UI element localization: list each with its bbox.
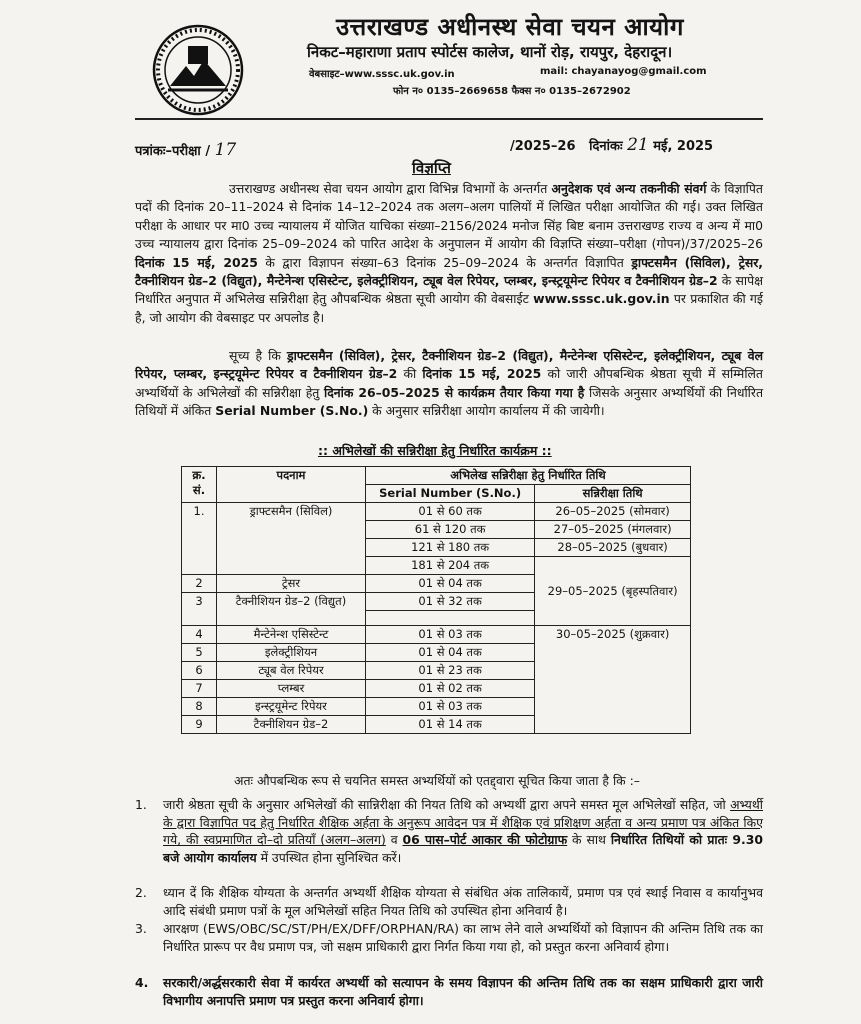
schedule-heading: :: अभिलेखों की सन्निरीक्षा हेतु निर्धारित कार्यक्रम :: [318, 443, 552, 458]
row-sno: 4 [182, 626, 217, 644]
row-sno: 9 [182, 716, 217, 734]
letter-reference [135, 140, 236, 160]
list-number: 2. [135, 885, 147, 900]
list-text: ध्यान दें कि शैक्षिक योग्यता के अन्तर्गत अभ्यर्थी शैक्षिक योग्यता से संबंधित अंक तालिकायें, प्रमाण पत्र एवं स्थाई निवास व कार्यानुभव आदि संबंधी प्रमाण पत्रों के मूल अभिलेखों सहित नियत तिथि को उपस्थित होना अनिवार्य है। [163, 885, 763, 918]
row-post: ड्राफ्टसमैन (सिविल) [217, 503, 366, 575]
row-post: इलेक्ट्रीशियन [217, 644, 366, 662]
paragraph-1: उत्तराखण्ड अधीनस्थ सेवा चयन आयोग द्वारा विभिन्न विभागों के अन्तर्गत अनुदेशक एवं अन्य तकनीकी संवर्ग के विज्ञापित पदों की दिनांक 20–11–2024 से दिनांक 14–12–2024 तक अलग–अलग पालियों में लिखित परीक्षा आयोजित की गई। उक्त लिखित परीक्षा के आधार पर मा0 उच्च न्यायालय में योजित याचिका संख्या–2156/2024 मनोज सिंह बिष्ट बनाम उत्तराखण्ड राज्य व अन्य में मा0 उच्च न्यायालय द्वारा दिनांक 25–09–2024 को पारित आदेश के अनुपालन में आयोग की विज्ञप्ति संख्या–परीक्षा (गोपन)/37/2025–26 दिनांक 15 मई, 2025 के द्वारा विज्ञापन संख्या–63 दिनांक 25–09–2024 के अन्तर्गत विज्ञापित ड्राफ्टसमैन (सिविल), ट्रेसर, टैक्नीशियन ग्रेड–2 (विद्युत), मैन्टेनेन्श एसिस्टेन्ट, इलेक्ट्रीशियन, ट्यूब वेल रिपेयर, प्लम्बर, इन्स्ट्रयूमेन्ट रिपेयर व टैक्नीशियन ग्रेड–2 के सापेक्ष निर्धारित अनुपात में अभिलेख सन्निरीक्षा हेतु औपबन्धिक श्रेष्ठता सूची आयोग की वेबसाईट www.sssc.uk.gov.in पर प्रकाशित की गई है, जो आयोग की वेबसाइट पर अपलोड है। [135, 181, 764, 325]
row-serial: 01 से 04 तक [366, 644, 535, 662]
row-post: प्लम्बर [217, 680, 366, 698]
list-item [135, 920, 763, 955]
schedule-table [181, 466, 691, 734]
row-sno: 3 [182, 593, 217, 626]
org-name: उत्तराखण्ड अधीनस्थ सेवा चयन आयोग [336, 13, 684, 41]
row-sno: 5 [182, 644, 217, 662]
emblem-seal-icon [152, 24, 244, 116]
table-row [182, 503, 691, 521]
row-post: टैक्नीशियन ग्रेड–2 (विद्युत) [217, 593, 366, 626]
row-post: ट्रेसर [217, 575, 366, 593]
row-post: इन्स्ट्रयूमेन्ट रिपेयर [217, 698, 366, 716]
table-header-row [182, 467, 691, 485]
date-day: 21 [627, 135, 649, 155]
row-serial: 01 से 03 तक [366, 626, 535, 644]
date-rest: मई, 2025 [653, 139, 714, 154]
col-date: सन्निरीक्षा तिथि [535, 485, 691, 503]
row-serial: 01 से 60 तक [366, 503, 535, 521]
list-number: 4. [135, 975, 149, 990]
col-serial: Serial Number (S.No.) [366, 485, 535, 503]
row-serial-blank [366, 611, 535, 626]
row-serial: 01 से 14 तक [366, 716, 535, 734]
row-serial: 61 से 120 तक [366, 521, 535, 539]
phone-text: फोन न० 0135–2669658 फैक्स न० 0135–2672902 [393, 86, 631, 97]
row-serial: 01 से 23 तक [366, 662, 535, 680]
col-post: पदनाम [217, 467, 366, 503]
row-date: 27–05–2025 (मंगलवार) [535, 521, 691, 539]
list-item [135, 884, 763, 919]
list-text: आरक्षण (EWS/OBC/SC/ST/PH/EX/DFF/ORPHAN/RA) का लाभ लेने वाले अभ्यर्थियों को विज्ञापन की अन्तिम तिथि तक का निर्धारित प्रारूप पर वैध प्रमाण पत्र, जो सक्षम प्राधिकारी द्वारा निर्गत किया गया हो, को प्रस्तुत करना अनिवार्य होगा। [163, 921, 763, 954]
row-date: 26–05–2025 (सोमवार) [535, 503, 691, 521]
org-address: निकट–महाराणा प्रताप स्पोर्टस कालेज, थानों रोड़, रायपुर, देहरादून। [307, 43, 673, 61]
header-divider [135, 118, 763, 120]
row-post: टैक्नीशियन ग्रेड–2 [217, 716, 366, 734]
row-sno: 7 [182, 680, 217, 698]
website-text: वेबसाइट–www.sssc.uk.gov.in [309, 69, 455, 80]
list-number: 1. [135, 797, 147, 812]
list-item [135, 974, 763, 1009]
paragraph-2: सूच्य है कि ड्राफ्टसमैन (सिविल), ट्रेसर, टैक्नीशियन ग्रेड–2 (विद्युत), मैन्टेनेन्श एसिस्टेन्ट, इलेक्ट्रीशियन, ट्यूब वेल रिपेयर, प्लम्बर, इन्स्ट्रयूमेन्ट रिपेयर व टैक्नीशियन ग्रेड–2 की दिनांक 15 मई, 2025 को जारी औपबन्धिक श्रेष्ठता सूची में सम्मिलित अभ्यर्थियों के अभिलेखों की सन्निरीक्षा हेतु दिनांक 26–05–2025 से कार्यक्रम तैयार किया गया है जिसके अनुसार अभ्यर्थियों की निर्धारित तिथियों में अंकित Serial Number (S.No.) के अनुसार सन्निरीक्षा आयोग कार्यालय में की जायेगी। [135, 348, 764, 419]
row-serial: 01 से 04 तक [366, 575, 535, 593]
row-post: मैन्टेनेन्श एसिस्टेन्ट [217, 626, 366, 644]
list-text: सरकारी/अर्द्धसरकारी सेवा में कार्यरत अभ्यर्थी को सत्यापन के समय विज्ञापन की अन्तिम तिथि तक का सक्षम प्राधिकारी द्वारा जारी विभागीय अनापत्ति प्रमाण पत्र प्रस्तुत करना अनिवार्य होगा। [163, 975, 763, 1008]
table-row [182, 626, 691, 644]
row-serial: 01 से 32 तक [366, 593, 535, 611]
list-number: 3. [135, 921, 147, 936]
col-sno: क्र. सं. [182, 467, 217, 503]
ref-number: 17 [214, 140, 237, 160]
row-date: 28–05–2025 (बुधवार) [535, 539, 691, 557]
letter-date [510, 135, 713, 155]
row-sno: 2 [182, 575, 217, 593]
row-serial: 01 से 03 तक [366, 698, 535, 716]
row-date: 29–05–2025 (बृहस्पतिवार) [535, 557, 691, 626]
ref-year: /2025–26 [510, 139, 576, 154]
row-date: 30–05–2025 (शुक्रवार) [535, 626, 691, 734]
notice-intro: अतः औपबन्धिक रूप से चयनित समस्त अभ्यर्थियों को एतद्द्वारा सूचित किया जाता है कि :– [234, 773, 640, 788]
row-serial: 121 से 180 तक [366, 539, 535, 557]
row-serial: 181 से 204 तक [366, 557, 535, 575]
row-post: ट्यूब वेल रिपेयर [217, 662, 366, 680]
notice-title: विज्ञप्ति [412, 159, 451, 177]
row-serial: 01 से 02 तक [366, 680, 535, 698]
email-text: mail: chayanayog@gmail.com [540, 66, 707, 77]
row-sno: 6 [182, 662, 217, 680]
date-label: दिनांकः [589, 139, 623, 154]
row-sno: 1. [182, 503, 217, 575]
list-item: 1. जारी श्रेष्ठता सूची के अनुसार अभिलेखों की सान्निरीक्षा की नियत तिथि को अभ्यर्थी द्वारा अपने समस्त मूल अभिलेखों सहित, जो अभ्यर्थी के द्वारा विज्ञापित पद हेतु निर्धारित शैक्षिक अर्हता के अनुरूप आवेदन पत्र में शैक्षिक एवं प्रशिक्षण अर्हता व अन्य प्रमाण पत्र अंकित किए गये, की स्वप्रमाणित दो–दो प्रतियाँ (अलग–अलग) व 06 पास–पोर्ट आकार की फोटोग्राफ के साथ निर्धारित तिथियों को प्रातः 9.30 बजे आयोग कार्यालय में उपस्थित होना सुनिश्चित करें। [135, 797, 763, 865]
col-group: अभिलेख सन्निरीक्षा हेतु निर्धारित तिथि [366, 467, 691, 485]
ref-label: पत्रांकः–परीक्षा / [135, 144, 211, 159]
row-sno: 8 [182, 698, 217, 716]
